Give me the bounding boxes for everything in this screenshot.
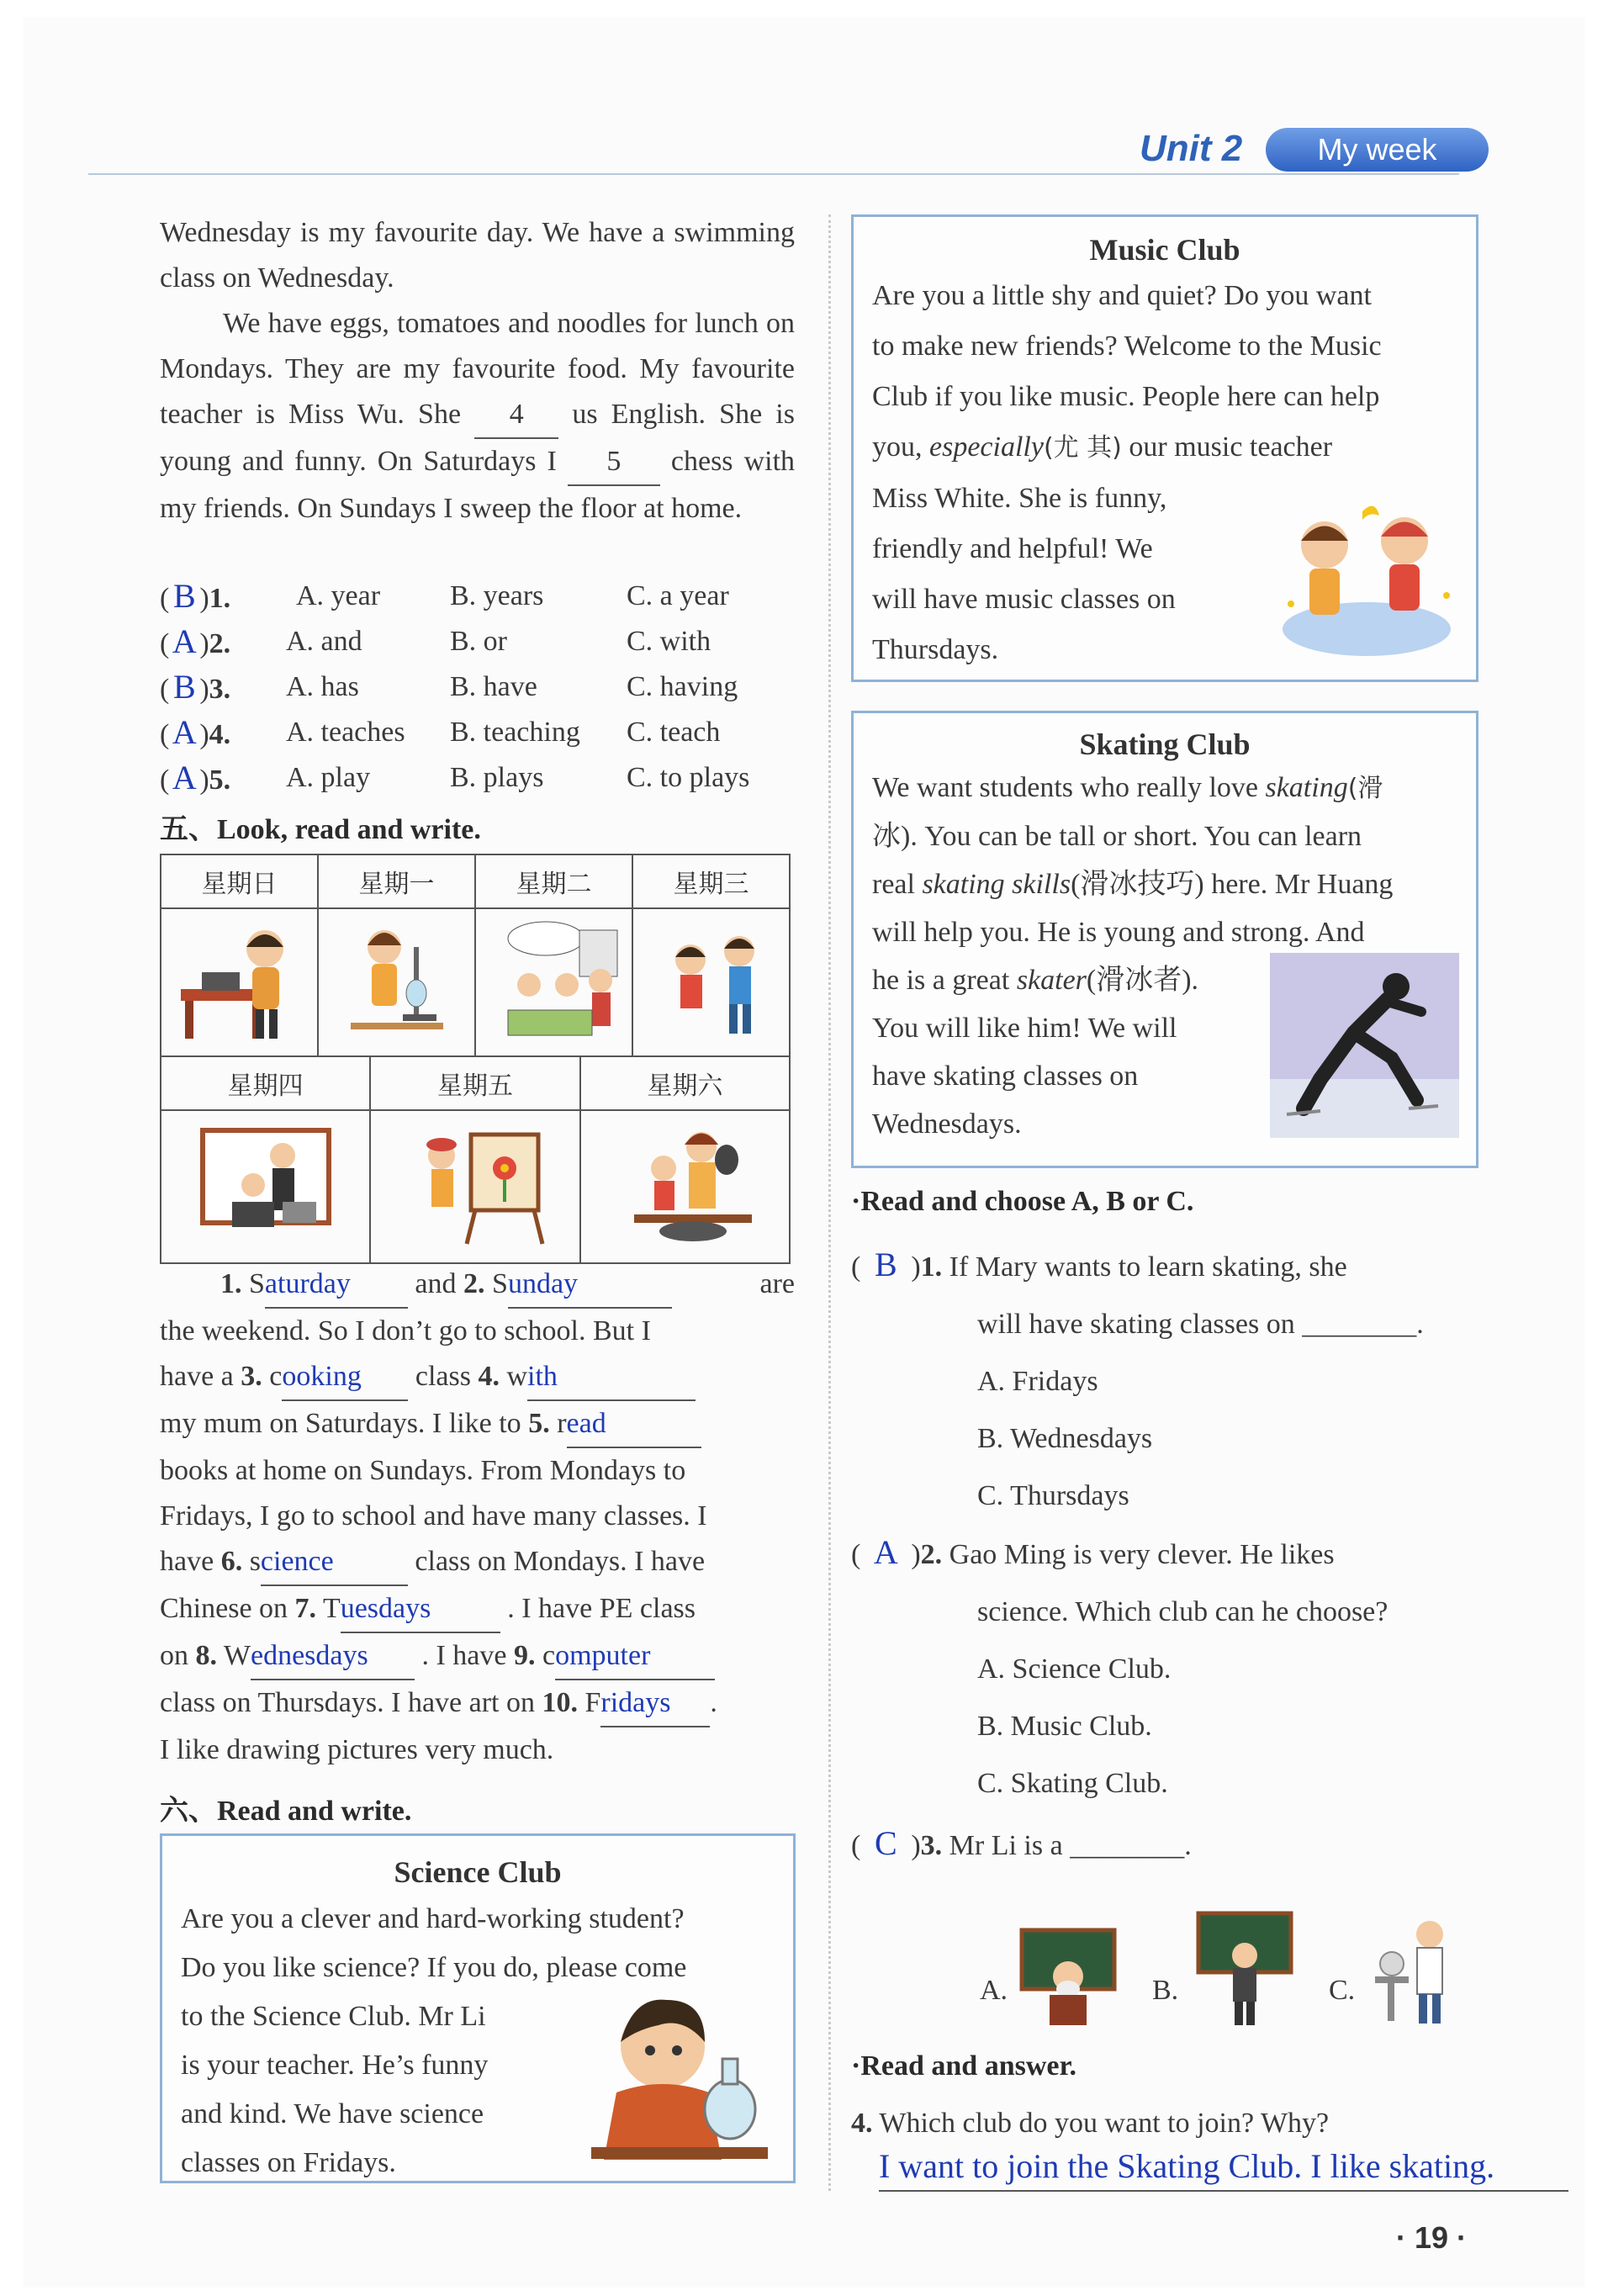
mcq-option-b: B. years <box>450 580 544 611</box>
unit-label: Unit 2 <box>1140 128 1243 169</box>
blank-4: 4 <box>474 392 558 439</box>
fill-line: I like drawing pictures very much. <box>160 1734 554 1765</box>
passage-p1: Wednesday is my favourite day. We have a swimming class on Wednesday. <box>160 217 795 294</box>
static-text: class on Thursdays. I have art on <box>160 1687 535 1718</box>
static-word: class <box>415 1361 471 1392</box>
day-header: 星期一 <box>318 854 475 908</box>
text-span: (滑 <box>1347 774 1383 803</box>
skating-club-line: You will like him! We will <box>872 1013 1177 1044</box>
classroom-picture <box>475 908 632 1057</box>
question-text: Which club do you want to join? Why? <box>879 2108 1330 2139</box>
music-club-line: Are you a little shy and quiet? Do you want <box>872 280 1372 311</box>
question-line: ( A )2. Gao Ming is very clever. He likes <box>851 1524 1473 1584</box>
text-span: (滑冰者). <box>1086 965 1199 996</box>
answer-blank-10: ridays <box>600 1680 710 1727</box>
text-span: skating <box>1265 772 1348 803</box>
q1-option-c: C. Thursdays <box>977 1480 1129 1511</box>
blank-number: 8. <box>195 1640 217 1671</box>
question-number: 2. <box>920 1539 943 1570</box>
text-span: skater <box>1016 965 1087 996</box>
q3-answer: C <box>874 1824 897 1862</box>
page-number: · 19 · <box>1396 2220 1468 2255</box>
text-span: (滑冰技巧) here. Mr Huang <box>1071 869 1394 900</box>
question-number: 1. <box>920 1251 943 1283</box>
q4-answer: I want to join the Skating Club. I like skating. <box>879 2143 1568 2192</box>
question-text: Mr Li is a ________. <box>949 1830 1192 1861</box>
mcq-row: (A )4. A. teaches B. teaching C. teach <box>160 710 799 755</box>
mcq-answer: A <box>172 713 197 751</box>
music-club-line: friendly and helpful! We <box>872 533 1153 564</box>
choose-section-title: ·Read and choose A, B or C. <box>851 1186 1194 1217</box>
fill-line <box>160 1539 795 1586</box>
day-header: 星期四 <box>161 1056 370 1110</box>
question-text: Gao Ming is very clever. He likes <box>949 1539 1335 1570</box>
answer-blank-1: aturday <box>265 1262 408 1309</box>
mcq-answer: B <box>172 577 196 615</box>
mcq-option-a: A. year <box>296 580 381 611</box>
question-number: 4. <box>851 2108 873 2139</box>
skating-club-line: 冰). You can be tall or short. You can learn <box>872 821 1362 852</box>
mcq-num: 4. <box>209 719 231 750</box>
answer-blank-8: ednesdays <box>251 1633 415 1680</box>
blank-prefix: W <box>223 1640 251 1671</box>
question-text: If Mary wants to learn skating, she <box>949 1251 1347 1283</box>
blank-prefix: c <box>269 1361 283 1392</box>
science-club-box <box>160 1833 796 2183</box>
passage <box>160 210 795 532</box>
text-span: our music teacher <box>1129 431 1333 463</box>
mcq-option-b: B. or <box>450 626 507 657</box>
fill-line <box>160 1262 795 1309</box>
q2-option-b: B. Music Club. <box>977 1711 1152 1742</box>
q2-answer: A <box>873 1533 898 1571</box>
mcq-option-a: A. play <box>286 762 371 793</box>
scientist-boy-picture <box>583 1979 776 2168</box>
section-5-title: 五、Look, read and write. <box>160 814 481 845</box>
mcq-row: ( B )1. A. year B. years C. a year <box>160 574 799 619</box>
mcq-num: 2. <box>209 628 231 659</box>
passage-p2c: chess with my friends. On Sundays I sweep the floor at home. <box>160 446 796 524</box>
science-club-line: is your teacher. He’s funny <box>181 2050 489 2081</box>
teacher-b-picture <box>1194 1909 1295 2027</box>
mcq-answer: B <box>172 668 196 706</box>
mcq-row: ( B )3. A. has B. have C. having <box>160 664 799 710</box>
fill-line <box>160 1401 795 1448</box>
passage-p2a: We have eggs, tomatoes and noodles for lunch on Mondays. They are my favourite food. My favourite teacher is Miss Wu. She <box>160 308 795 430</box>
q1-option-b: B. Wednesdays <box>977 1423 1153 1454</box>
mcq-option-b: B. plays <box>450 762 544 793</box>
q1-answer: B <box>874 1246 897 1283</box>
question-line: ( B )1. If Mary wants to learn skating, she <box>851 1236 1473 1296</box>
science-experiment-picture <box>318 908 475 1057</box>
option-label: B. <box>1152 1975 1179 2006</box>
question-text: will have skating classes on ________. <box>977 1309 1424 1340</box>
static-text: class on Mondays. I have <box>415 1546 706 1577</box>
art-lesson-picture <box>370 1110 579 1263</box>
typing-picture <box>161 908 318 1057</box>
mcq-option-a: A. teaches <box>286 717 405 748</box>
mcq-list <box>160 574 799 801</box>
answer-section-title: ·Read and answer. <box>851 2050 1076 2082</box>
q2-option-c: C. Skating Club. <box>977 1768 1168 1799</box>
text-span: skating skills <box>922 869 1071 900</box>
day-header: 星期五 <box>370 1056 579 1110</box>
static-word: are <box>759 1268 795 1299</box>
playing-picture <box>632 908 790 1057</box>
day-header: 星期日 <box>161 854 318 908</box>
skating-club-line: will help you. He is young and strong. And <box>872 917 1365 948</box>
blank-5: 5 <box>568 439 660 486</box>
fill-line <box>160 1354 795 1401</box>
mcq-option-a: A. has <box>286 671 359 702</box>
static-word: on <box>160 1640 188 1671</box>
skating-club-line <box>872 860 1461 908</box>
header-rule <box>88 173 1459 175</box>
text-span: (尤 其) <box>1043 433 1122 463</box>
mcq-answer: A <box>172 759 197 796</box>
q1-option-a: A. Fridays <box>977 1366 1098 1397</box>
blank-prefix: S <box>492 1268 508 1299</box>
question-text: science. Which club can he choose? <box>977 1596 1388 1627</box>
static-text: my mum on Saturdays. I like to <box>160 1408 521 1439</box>
q2-option-a: A. Science Club. <box>977 1653 1172 1685</box>
answer-blank-3: ooking <box>282 1354 408 1401</box>
science-club-line: Do you like science? If you do, please come <box>181 1952 687 1983</box>
computer-lesson-picture <box>161 1110 370 1263</box>
mcq-option-c: C. teach <box>627 717 721 748</box>
music-club-line <box>872 422 1461 473</box>
science-club-title: Science Club <box>394 1855 562 1889</box>
music-club-line: to make new friends? Welcome to the Music <box>872 331 1382 362</box>
fill-line <box>160 1680 795 1727</box>
music-club-box <box>851 214 1478 682</box>
blank-number: 1. <box>220 1268 242 1299</box>
mcq-option-c: C. with <box>627 626 711 657</box>
option-label: C. <box>1329 1975 1356 2006</box>
fill-line <box>160 1586 795 1633</box>
mcq-option-b: B. teaching <box>450 717 580 748</box>
teacher-a-picture <box>1018 1926 1119 2027</box>
mcq-row: (A )2. A. and B. or C. with <box>160 619 799 664</box>
question-line: ( C )3. Mr Li is a ________. <box>851 1815 1473 1875</box>
column-divider <box>828 214 831 2191</box>
blank-prefix: S <box>249 1268 265 1299</box>
answer-blank-2: unday <box>508 1262 672 1309</box>
blank-number: 9. <box>514 1640 536 1671</box>
mcq-answer: A <box>172 622 197 660</box>
fill-line: Fridays, I go to school and have many classes. I <box>160 1500 707 1532</box>
science-club-line: classes on Fridays. <box>181 2147 396 2178</box>
skating-club-line: have skating classes on <box>872 1061 1139 1092</box>
static-text: . I have PE class <box>507 1593 696 1624</box>
blank-prefix: F <box>584 1687 601 1718</box>
music-club-title: Music Club <box>1089 233 1240 267</box>
fill-paragraph <box>160 1262 795 1773</box>
cooking-picture <box>580 1110 790 1263</box>
question-1 <box>851 1236 1473 1525</box>
mcq-option-a: A. and <box>286 626 362 657</box>
mcq-option-c: C. to plays <box>627 762 750 793</box>
skating-club-line: Wednesdays. <box>872 1108 1022 1140</box>
option-label: A. <box>980 1975 1008 2006</box>
question-3 <box>851 1815 1473 1875</box>
mcq-option-c: C. a year <box>627 580 729 611</box>
day-header: 星期三 <box>632 854 790 908</box>
static-text: . I have <box>421 1640 507 1671</box>
blank-prefix: w <box>506 1361 528 1392</box>
science-club-line: and kind. We have science <box>181 2098 484 2129</box>
blank-number: 6. <box>220 1546 243 1577</box>
question-number: 3. <box>920 1830 943 1861</box>
skating-club-box <box>851 711 1478 1168</box>
blank-prefix: c <box>542 1640 556 1671</box>
singing-children-picture <box>1270 495 1463 663</box>
music-club-line: Miss White. She is funny, <box>872 483 1167 514</box>
answer-blank-9: omputer <box>555 1633 715 1680</box>
passage-p2b: us English. She is young and funny. On Saturdays I <box>160 399 795 477</box>
topic-pill: My week <box>1266 128 1489 172</box>
day-header: 星期六 <box>580 1056 790 1110</box>
question-4 <box>851 2101 1473 2146</box>
science-club-line: to the Science Club. Mr Li <box>181 2001 486 2032</box>
text-span: We want students who really love <box>872 772 1258 803</box>
fill-line: books at home on Sundays. From Mondays to <box>160 1455 686 1486</box>
static-word: have a <box>160 1361 234 1392</box>
blank-prefix: r <box>557 1408 567 1439</box>
text-span: real <box>872 869 915 900</box>
music-club-line: Club if you like music. People here can help <box>872 381 1380 412</box>
answer-blank-6: cience <box>261 1539 408 1586</box>
week-schedule-row-2 <box>160 1055 791 1264</box>
science-club-line: Are you a clever and hard-working student? <box>181 1903 685 1934</box>
blank-number: 7. <box>294 1593 317 1624</box>
skating-club-title: Skating Club <box>1079 727 1251 761</box>
week-schedule-row-1 <box>160 854 791 1058</box>
blank-number: 4. <box>478 1361 500 1392</box>
mcq-option-b: B. have <box>450 671 537 702</box>
blank-number: 10. <box>542 1687 578 1718</box>
answer-blank-4: ith <box>527 1354 696 1401</box>
section-6-title: 六、Read and write. <box>160 1796 412 1827</box>
question-2 <box>851 1524 1473 1812</box>
blank-number: 5. <box>528 1408 550 1439</box>
blank-number: 2. <box>463 1268 485 1299</box>
static-word: Chinese on <box>160 1593 288 1624</box>
text-span: you, <box>872 431 923 463</box>
text-span: he is a great <box>872 965 1010 996</box>
blank-prefix: T <box>322 1593 341 1624</box>
static-word: and <box>415 1268 457 1299</box>
skater-picture <box>1270 953 1459 1138</box>
blank-number: 3. <box>241 1361 262 1392</box>
answer-blank-5: ead <box>567 1401 701 1448</box>
mcq-row: (A )5. A. play B. plays C. to plays <box>160 755 799 801</box>
blank-prefix: s <box>249 1546 261 1577</box>
mcq-num: 1. <box>209 583 231 614</box>
fill-line: the weekend. So I don’t go to school. But I <box>160 1315 651 1346</box>
music-club-line: Thursdays. <box>872 634 999 665</box>
mcq-option-c: C. having <box>627 671 738 702</box>
text-span: especially <box>929 431 1044 463</box>
music-club-line: will have music classes on <box>872 584 1176 615</box>
static-word: have <box>160 1546 214 1577</box>
static-word: . <box>710 1687 717 1718</box>
skating-club-line <box>872 764 1461 812</box>
fill-line <box>160 1633 795 1680</box>
mcq-num: 5. <box>209 764 231 796</box>
answer-blank-7: uesdays <box>341 1586 500 1633</box>
doctor-picture <box>1367 1909 1459 2027</box>
day-header: 星期二 <box>475 854 632 908</box>
mcq-num: 3. <box>209 674 231 705</box>
